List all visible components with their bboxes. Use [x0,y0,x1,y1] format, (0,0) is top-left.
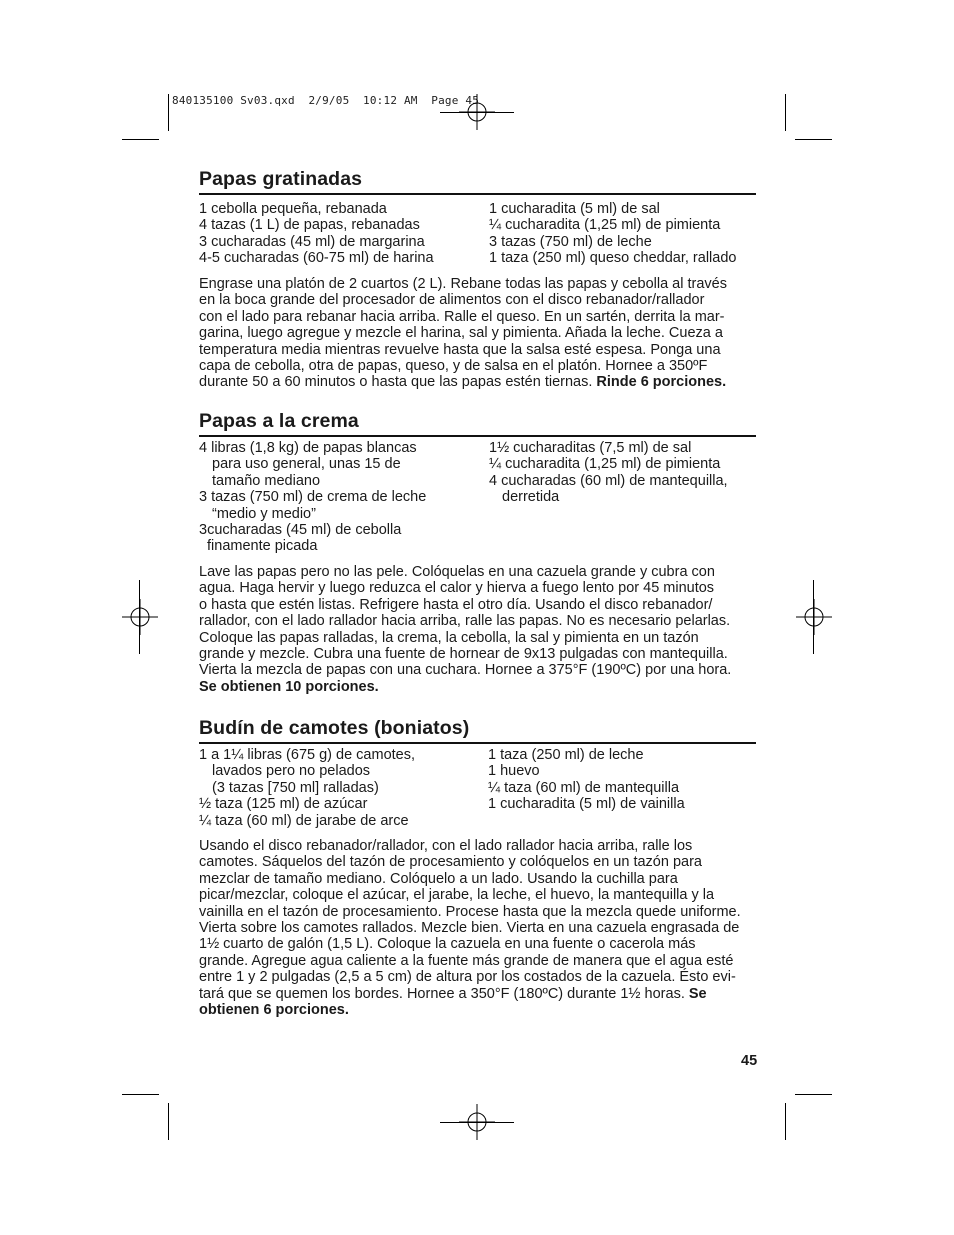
directions [199,564,759,695]
title-rule [199,435,756,437]
directions-line: entre 1 y 2 pulgadas (2,5 a 5 cm) de altura por los costados de la cazuela. Ésto evi- [199,969,736,986]
directions-line: Coloque las papas ralladas, la crema, la cebolla, la sal y pimienta en un tazón [199,629,699,646]
registration-mark-icon [794,597,834,637]
ingredients-left [199,440,426,555]
ingredient: 3 cucharadas (45 ml) de margarina [199,233,425,250]
crop-mark [168,94,169,131]
ingredient: 4 tazas (1 L) de papas, rebanadas [199,217,420,234]
ingredient: 4-5 cucharadas (60-75 ml) de harina [199,250,434,267]
crop-mark [813,580,814,654]
title-rule [199,742,756,744]
directions-line [199,679,759,695]
crop-mark [795,139,832,140]
directions [199,838,759,1018]
recipe-yield: Se obtienen 10 porciones. [199,678,379,695]
directions-text: tará que se quemen los bordes. Hornee a 350°F (180ºC) durante 1½ horas. [199,985,689,1002]
ingredient: (3 tazas [750 ml] ralladas) [212,779,379,796]
ingredient: para uso general, unas 15 de [212,456,401,473]
ingredient: 1½ cucharaditas (7,5 ml) de sal [489,440,692,456]
directions-line: o hasta que estén listas. Refrigere hasta el otro día. Usando el disco rebanador/ [199,596,713,613]
recipe-title: Budín de camotes (boniatos) [199,717,470,739]
crop-mark [785,1103,786,1140]
directions-line: garina, luego agregue y mezcle el harina, sal y pimienta. Añada la leche. Cueza a [199,325,723,342]
directions-line: picar/mezclar, coloque el azúcar, el jarabe, la leche, el huevo, la mantequilla y la [199,887,715,904]
recipe-yield: Rinde 6 porciones. [596,374,727,391]
directions-line: 1½ cuarto de galón (1,5 L). Coloque la cazuela en una fuente o cacerola más [199,936,696,953]
page-number: 45 [741,1053,758,1069]
ingredient: 1 cucharadita (5 ml) de vainilla [488,796,685,813]
directions [199,276,759,391]
directions-line [199,374,759,390]
ingredient: finamente picada [207,538,318,555]
ingredient: lavados pero no pelados [212,763,371,780]
directions-line: temperatura media mientras revuelve hasta que la salsa esté espesa. Ponga una [199,341,721,358]
crop-mark [168,1103,169,1140]
directions-line: grande. Agregue agua caliente a la fuente más grande de manera que el agua esté [199,952,734,969]
ingredient: 1 taza (250 ml) queso cheddar, rallado [489,250,737,267]
directions-line: Lave las papas pero no las pele. Colóquelas en una cazuela grande y cubra con [199,564,715,580]
ingredient: ¼ cucharadita (1,25 ml) de pimienta [489,217,721,234]
ingredient: ¼ taza (60 ml) de mantequilla [488,779,680,796]
ingredients-left [199,201,434,267]
directions-line: Engrase una platón de 2 cuartos (2 L). Rebane todas las papas y cebolla al través [199,276,727,292]
crop-mark [122,139,159,140]
directions-line: Vierta la mezcla de papas con una cuchara. Hornee a 375°F (190ºC) por una hora. [199,662,732,679]
directions-line: con el lado para rebanar hacia arriba. Ralle el queso. En un sartén, derrita la mar- [199,308,725,325]
directions-line: vainilla en el tazón de procesamiento. Procese hasta que la mezcla quede uniforme. [199,903,741,920]
crop-mark [440,112,514,113]
recipe-title: Papas gratinadas [199,168,363,190]
directions-line: en la boca grande del procesador de alimentos con el disco rebanador/rallador [199,292,705,309]
ingredient: “medio y medio” [212,505,316,522]
ingredient: 1 cebolla pequeña, rebanada [199,201,387,217]
ingredient: 3 tazas (750 ml) de crema de leche [199,489,427,506]
registration-mark-icon [120,597,160,637]
ingredient: 3 tazas (750 ml) de leche [489,233,652,250]
ingredient: 4 cucharadas (60 ml) de mantequilla, [489,472,728,489]
recipe-yield: Se obtienen 6 porciones. [199,985,707,1019]
ingredients-left [199,747,415,829]
ingredient: 4 libras (1,8 kg) de papas blancas [199,440,417,456]
ingredient: ½ taza (125 ml) de azúcar [199,796,368,813]
ingredient: tamaño mediano [212,472,321,489]
ingredient: 1 a 1¼ libras (675 g) de camotes, [199,747,416,763]
directions-line: agua. Haga hervir y luego reduzca el calor y hierva a fuego lento por 45 minutos [199,580,715,597]
crop-mark [795,1094,832,1095]
ingredient: 1 cucharadita (5 ml) de sal [489,201,660,217]
directions-line: mezclar de tamaño mediano. Colóquelo a un lado. Usando la cuchilla para [199,870,678,887]
crop-mark [785,94,786,131]
crop-mark [440,1122,514,1123]
recipe-title: Papas a la crema [199,410,359,432]
directions-line: capa de cebolla, otra de papas, queso, y de salsa en el platón. Hornee a 350ºF [199,358,708,375]
ingredient: 3cucharadas (45 ml) de cebolla [199,522,402,539]
directions-line [199,986,759,1019]
ingredient: ¼ cucharadita (1,25 ml) de pimienta [489,456,721,473]
title-rule [199,193,756,195]
ingredients-right [489,201,736,267]
slug-line: 840135100 Sv03.qxd 2/9/05 10:12 AM Page 45 [172,94,480,107]
directions-line: Vierta sobre los camotes rallados. Mezcle bien. Vierta en una cazuela engrasada de [199,920,740,937]
ingredient: derretida [502,489,560,506]
directions-line: camotes. Sáquelos del tazón de procesamiento y colóquelos en un tazón para [199,854,702,871]
directions-text: durante 50 a 60 minutos o hasta que las papas estén tiernas. [199,374,597,391]
ingredients-right [488,747,685,813]
ingredient: 1 taza (250 ml) de leche [488,747,644,763]
crop-mark [122,1094,159,1095]
directions-line: Usando el disco rebanador/rallador, con el lado rallador hacia arriba, ralle los [199,838,693,854]
crop-mark [139,580,140,654]
ingredients-right [489,440,728,506]
ingredient: ¼ taza (60 ml) de jarabe de arce [199,812,409,829]
directions-line: rallador, con el lado rallador hacia arriba, ralle las papas. No es necesario pelarlas. [199,613,731,630]
directions-line: grande y mezcle. Cubra una fuente de hornear de 9x13 pulgadas con mantequilla. [199,646,728,663]
ingredient: 1 huevo [488,763,540,780]
